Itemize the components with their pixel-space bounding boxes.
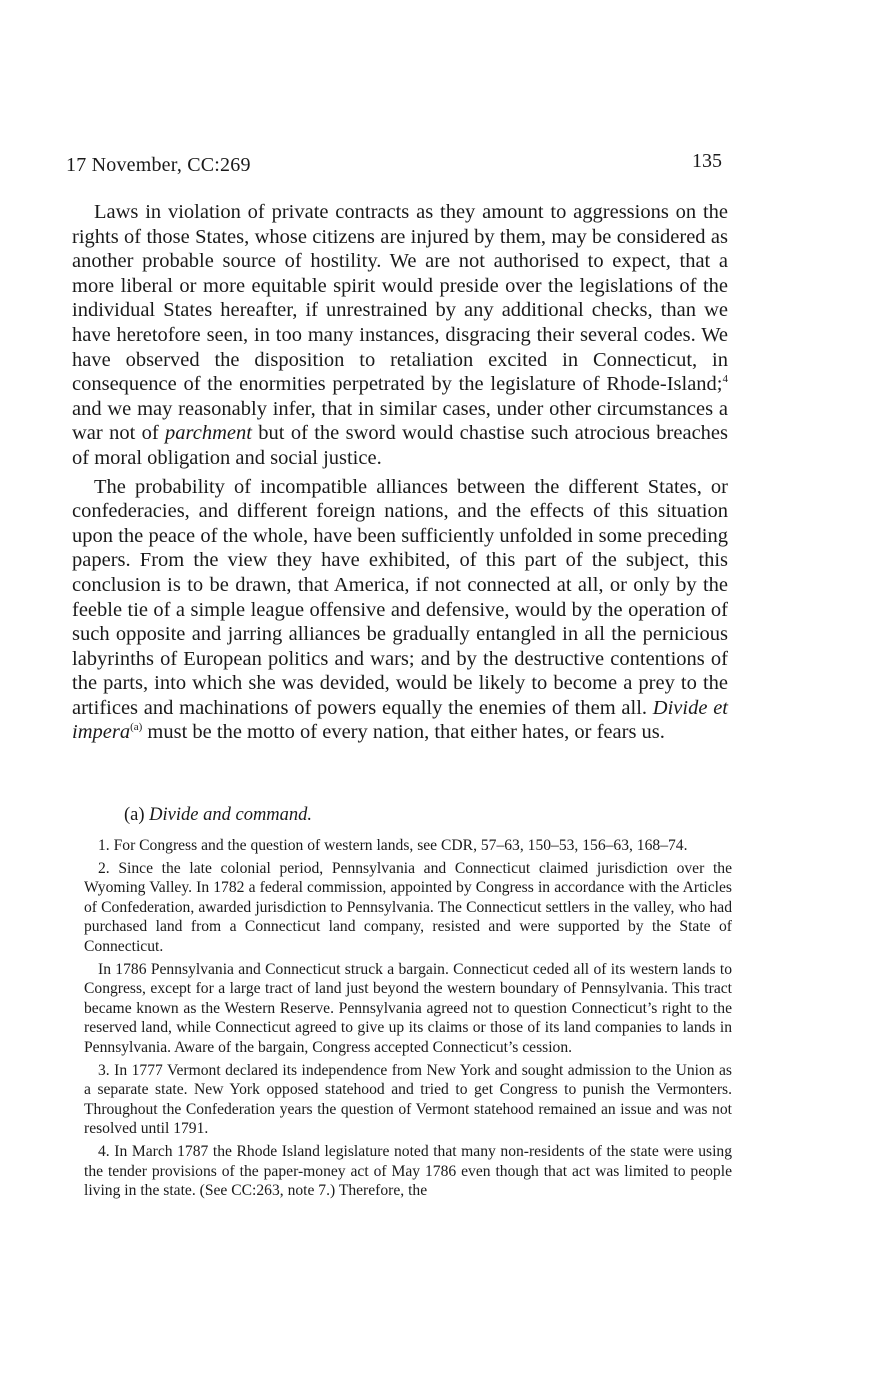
- page-number: 135: [692, 150, 722, 172]
- running-head: [66, 150, 722, 180]
- paragraph-1-text-c: but of the sword would chastise such atrocious breaches of moral obligation and social justice.: [72, 422, 728, 469]
- paragraph-1-text-a: Laws in violation of private contracts as they amount to aggressions on the rights of those States, whose citizens are injured by them, may be considered as another probable source of hostility. We are not authorised to expect, that a more liberal or more equitable spirit would preside over the legislations of the individual States hereafter, if unrestrained by any additional checks, than we have heretofore seen, in too many instances, disgracing their several codes. We have observed the disposition to retaliation excited in Connecticut, in consequence of the enormities perpetrated by the legislature of Rhode-Island;: [72, 201, 728, 396]
- paragraph-2-text-a: The probability of incompatible alliances between the different States, or confederacies, and different foreign nations, and the effects of this situation upon the peace of the whole, have been sufficiently unfolded in some preceding papers. From the view they have exhibited, of this part of the subject, this conclusion is to be drawn, that America, if not connected at all, or only by the feeble tie of a simple league offensive and defensive, would by the operation of such opposite and jarring alliances be gradually entangled in all the pernicious labyrinths of European politics and wars; and by the destructive contentions of the parts, into which she was devided, would be likely to become a prey to the artifices and machinations of powers equally the enemies of them all.: [72, 475, 728, 719]
- footnote-key: [124, 805, 312, 826]
- footnote-key-label: (a): [124, 805, 150, 825]
- note-2: 2. Since the late colonial period, Pennsylvania and Connecticut claimed jurisdiction over the Wyoming Valley. In 1782 a federal commission, appointed by Congress in accordance with the Articles of Confederation, awarded jurisdiction to Pennsylvania. The Connecticut settlers in the valley, who had purchased land from a Connecticut land company, resisted and were supported by the State of Connecticut.: [84, 859, 732, 955]
- note-ref-a: (a): [130, 721, 143, 734]
- paragraph-2-text-b: must be the motto of every nation, that either hates, or fears us.: [142, 721, 665, 744]
- paragraph-1-italic: parchment: [165, 422, 252, 445]
- note-3: 3. In 1777 Vermont declared its independence from New York and sought admission to the Union as a separate state. New York opposed statehood and tried to get Congress to punish the Vermonters. Throughout the Confederation years the question of Vermont statehood remained an issue and was not resolved until 1791.: [84, 1061, 732, 1138]
- editorial-notes: [84, 836, 732, 1204]
- note-2-continued: In 1786 Pennsylvania and Connecticut struck a bargain. Connecticut ceded all of its western lands to Congress, except for a large tract of land just beyond the western boundary of Pennsylvania. This tract became known as the Western Reserve. Pennsylvania agreed not to question Connecticut’s right to the reserved land, while Connecticut agreed to give up its claims or those of its land companies to lands in Pennsylvania. Aware of the bargain, Congress accepted Connecticut’s cession.: [84, 960, 732, 1056]
- note-ref-4: 4: [722, 373, 728, 386]
- note-4: 4. In March 1787 the Rhode Island legislature noted that many non-residents of the state were using the tender provisions of the paper-money act of May 1786 even though that act was limited to people living in the state. (See CC:263, note 7.) Therefore, the: [84, 1142, 732, 1200]
- running-head-title: 17 November, CC:269: [66, 154, 251, 176]
- footnote-key-text: Divide and command.: [149, 805, 313, 825]
- main-text: [72, 200, 728, 745]
- note-1: 1. For Congress and the question of western lands, see CDR, 57–63, 150–53, 156–63, 168–74.: [98, 837, 688, 854]
- paragraph-1: [72, 200, 728, 471]
- paragraph-2-italic: Divide et impera: [72, 696, 728, 744]
- paragraph-1-text-b: and we may reasonably infer, that in similar cases, under other circumstances a war not of: [72, 397, 728, 445]
- paragraph-2: [72, 475, 728, 746]
